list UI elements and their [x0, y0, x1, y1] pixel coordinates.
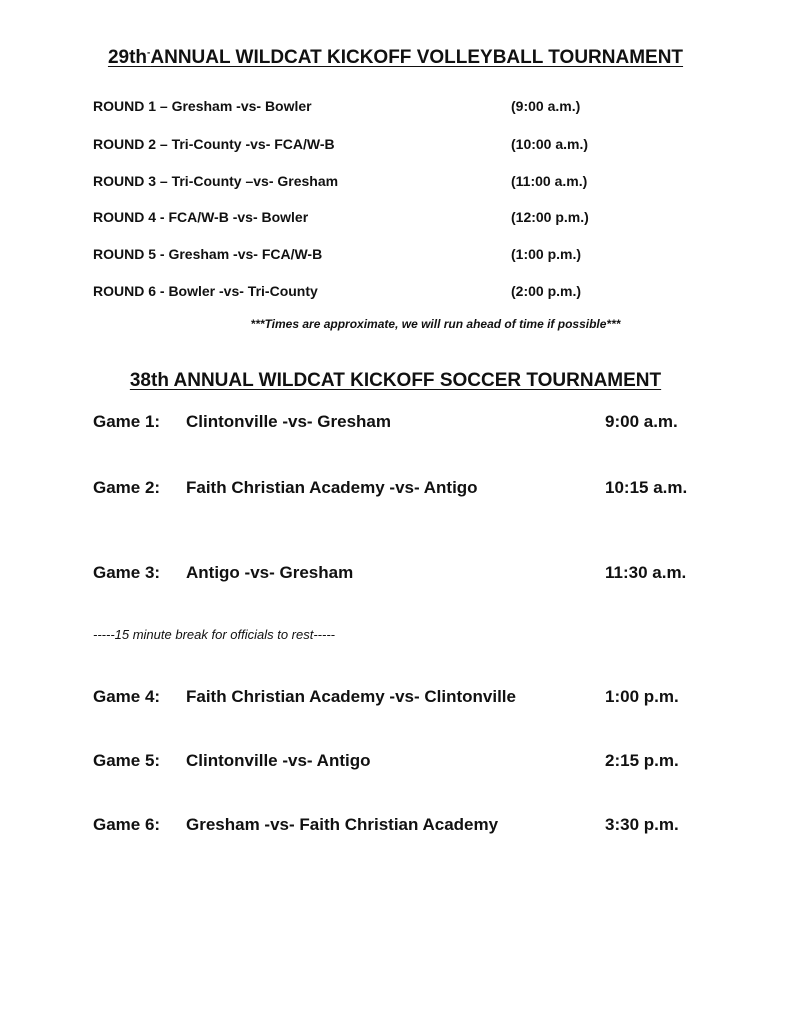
soccer-game-match: Antigo -vs- Gresham [186, 563, 354, 582]
volleyball-title [0, 47, 791, 69]
volleyball-round-label: ROUND 2 – Tri-County -vs- FCA/W-B [93, 136, 335, 152]
volleyball-round-time: (12:00 p.m.) [511, 209, 589, 225]
officials-break-note: -----15 minute break for officials to rest----- [93, 627, 335, 642]
soccer-game-time: 10:15 a.m. [605, 478, 688, 497]
volleyball-times-note: ***Times are approximate, we will run ahead of time if possible*** [250, 317, 621, 331]
soccer-game-match: Faith Christian Academy -vs- Antigo [186, 478, 478, 497]
volleyball-round-time: (1:00 p.m.) [511, 246, 582, 262]
volleyball-round-time: (11:00 a.m.) [511, 173, 588, 189]
soccer-game-match: Clintonville -vs- Gresham [186, 412, 391, 431]
soccer-game-label: Game 6: [93, 815, 161, 834]
soccer-title: 38th ANNUAL WILDCAT KICKOFF SOCCER TOURNAMENT [129, 370, 662, 391]
soccer-game-time: 3:30 p.m. [605, 815, 679, 834]
volleyball-title-number: 29th [107, 47, 148, 68]
soccer-game-label: Game 3: [93, 563, 161, 582]
volleyball-round-label: ROUND 1 – Gresham -vs- Bowler [93, 98, 312, 114]
soccer-game-match: Clintonville -vs- Antigo [186, 751, 371, 770]
soccer-game-label: Game 5: [93, 751, 161, 770]
soccer-game-time: 1:00 p.m. [605, 687, 679, 706]
volleyball-round-label: ROUND 6 - Bowler -vs- Tri-County [93, 283, 318, 299]
soccer-game-label: Game 1: [93, 412, 161, 431]
soccer-game-time: 2:15 p.m. [605, 751, 679, 770]
soccer-game-label: Game 4: [93, 687, 161, 706]
soccer-game-time: 9:00 a.m. [605, 412, 678, 431]
volleyball-round-label: ROUND 3 – Tri-County –vs- Gresham [93, 173, 339, 189]
soccer-game-match: Faith Christian Academy -vs- Clintonville [186, 687, 516, 706]
soccer-game-label: Game 2: [93, 478, 161, 497]
volleyball-round-time: (9:00 a.m.) [511, 98, 581, 114]
volleyball-round-time: (10:00 a.m.) [511, 136, 589, 152]
volleyball-title-superscript: - [147, 47, 151, 59]
soccer-game-match: Gresham -vs- Faith Christian Academy [186, 815, 499, 834]
volleyball-round-label: ROUND 5 - Gresham -vs- FCA/W-B [93, 246, 323, 262]
volleyball-title-text: ANNUAL WILDCAT KICKOFF VOLLEYBALL TOURNAMENT [150, 47, 684, 68]
volleyball-round-label: ROUND 4 - FCA/W-B -vs- Bowler [93, 209, 309, 225]
soccer-game-time: 11:30 a.m. [605, 563, 687, 582]
volleyball-round-time: (2:00 p.m.) [511, 283, 582, 299]
